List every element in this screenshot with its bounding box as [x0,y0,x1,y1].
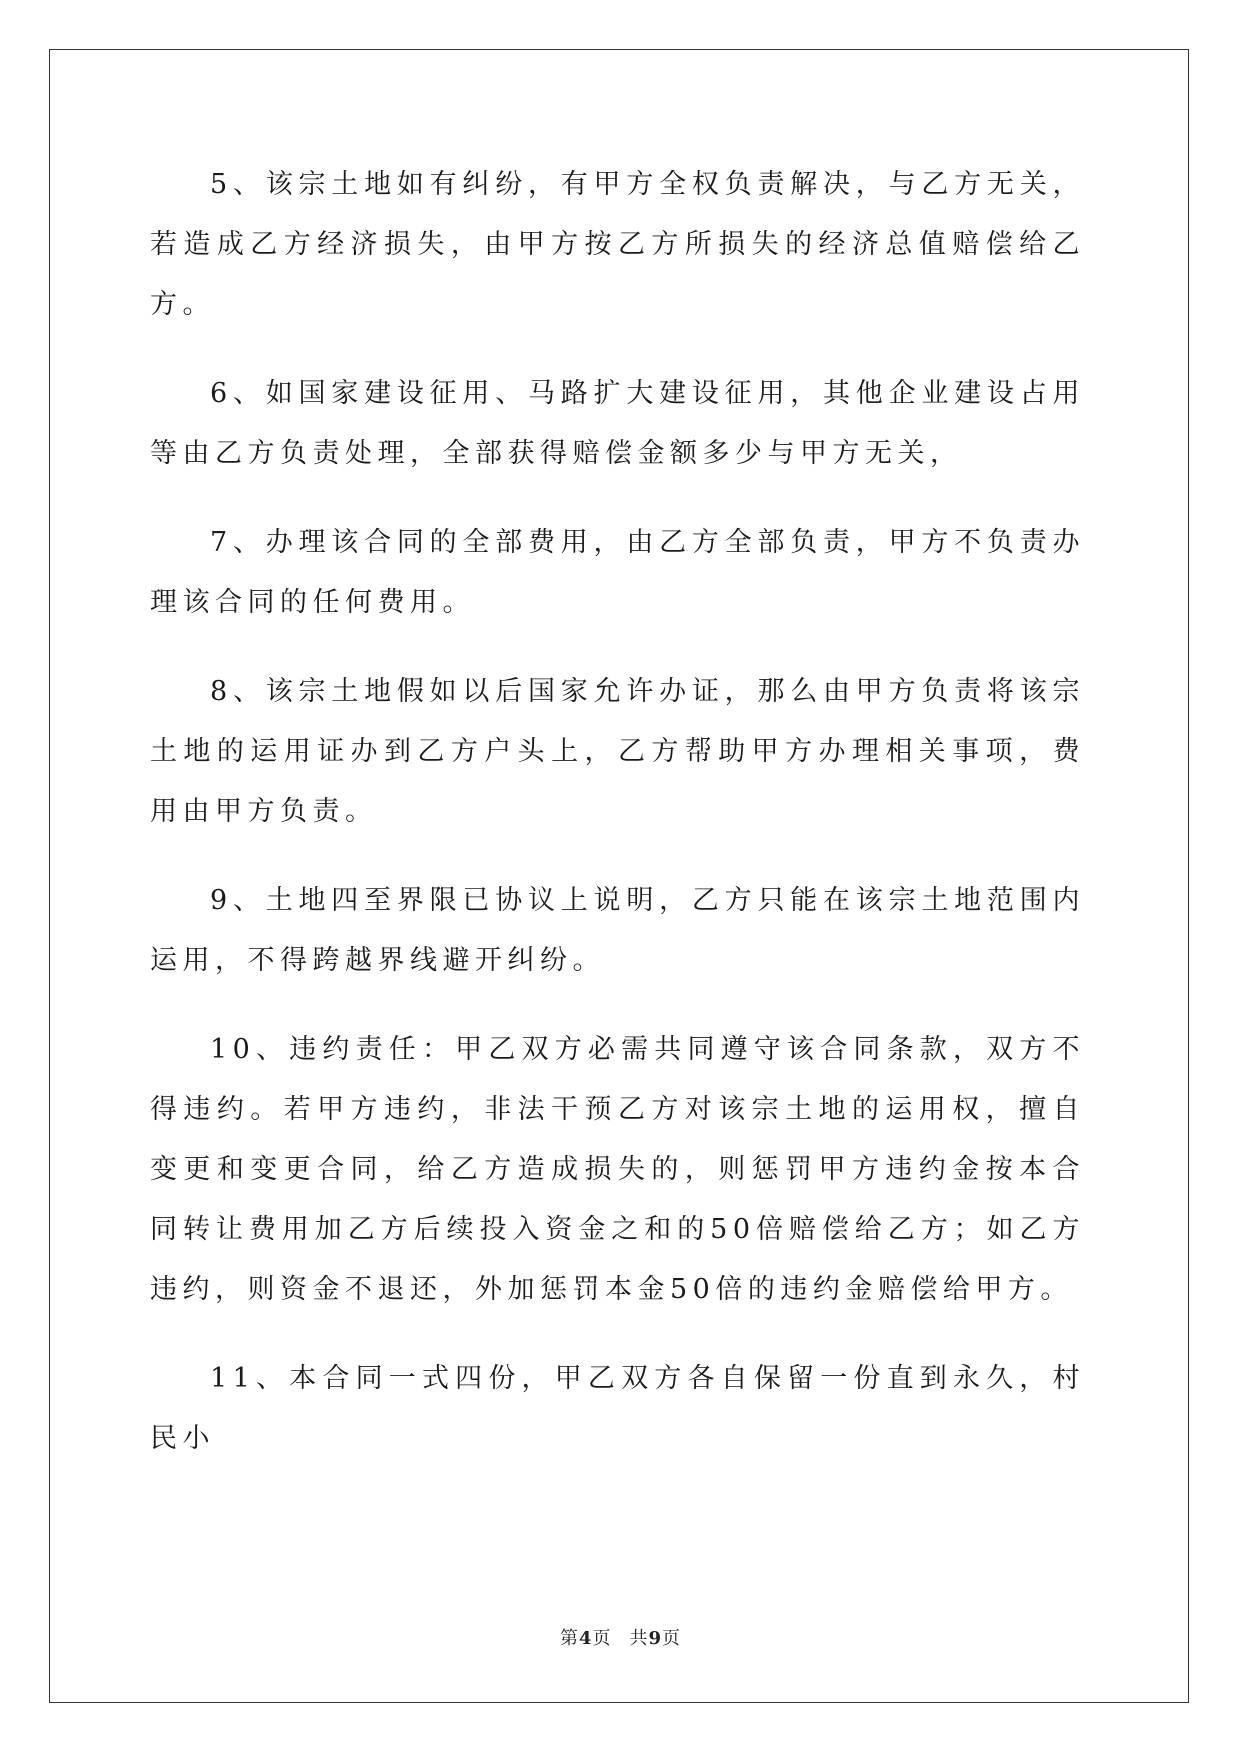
total-prefix: 共 [629,1628,649,1649]
paragraph-clause-8 [150,662,1085,842]
paragraph-text: 9、土地四至界限已协议上说明，乙方只能在该宗土地范围内运用，不得跨越界线避开纠纷。 [150,885,1085,976]
paragraph-text: 7、办理该合同的全部费用，由乙方全部负责，甲方不负责办理该合同的任何费用。 [150,527,1085,618]
total-suffix: 页 [662,1628,682,1649]
paragraph-clause-5 [150,155,1085,335]
paragraph-text: 8、该宗土地假如以后国家允许办证，那么由甲方负责将该宗土地的运用证办到乙方户头上，乙方帮助甲方办理相关事项，费用由甲方负责。 [150,676,1085,827]
paragraph-text: 11、本合同一式四份，甲乙双方各自保留一份直到永久，村民小 [150,1363,1085,1454]
paragraph-clause-6 [150,364,1085,484]
paragraph-text: 10、违约责任：甲乙双方必需共同遵守该合同条款，双方不得违约。若甲方违约，非法干预乙方对该宗土地的运用权，擅自变更和变更合同，给乙方造成损失的，则惩罚甲方违约金按本合同转让费用加乙方后续投入资金之和的50倍赔偿给乙方；如乙方违约，则资金不退还，外加惩罚本金50倍的违约金赔偿给甲方。 [150,1034,1085,1305]
paragraph-clause-7 [150,513,1085,633]
paragraph-clause-10 [150,1020,1085,1320]
page-prefix: 第 [559,1628,579,1649]
paragraph-text: 6、如国家建设征用、马路扩大建设征用，其他企业建设占用等由乙方负责处理，全部获得赔偿金额多少与甲方无关， [150,378,1085,469]
current-page-number: 4 [578,1628,593,1649]
page-suffix: 页 [592,1628,612,1649]
total-page-count: 9 [648,1628,663,1649]
paragraph-clause-11 [150,1349,1085,1469]
document-body [150,155,1085,1498]
paragraph-clause-9 [150,871,1085,991]
paragraph-text: 5、该宗土地如有纠纷，有甲方全权负责解决，与乙方无关，若造成乙方经济损失，由甲方按乙方所损失的经济总值赔偿给乙方。 [150,169,1085,320]
page-number-footer [0,1624,1241,1650]
